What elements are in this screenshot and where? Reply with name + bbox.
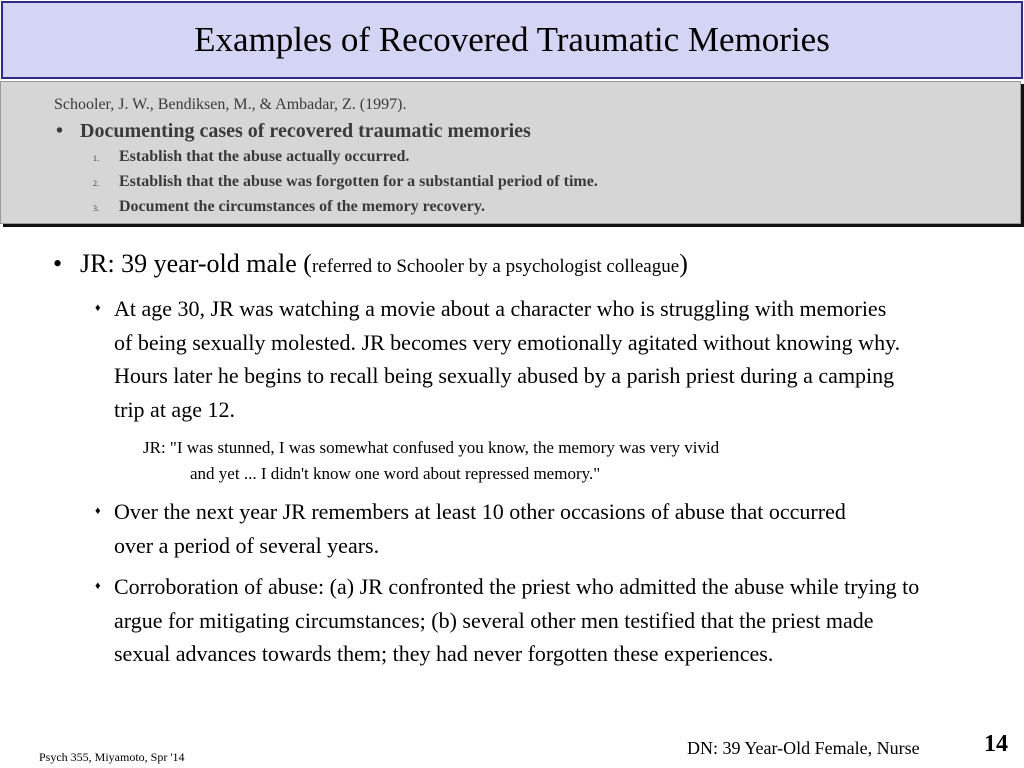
reference-steps [93,148,598,223]
quote-block [143,435,719,487]
case-point [95,292,904,426]
step-number: 1. [93,154,99,163]
bullet-icon: • [56,120,64,142]
bullet-icon: • [53,249,63,278]
step-text: Establish that the abuse was forgotten for a substantial period of time. [119,173,598,190]
case-label [80,249,688,279]
case-close: ) [679,249,688,278]
reference-step [93,198,598,223]
case-point-text: Over the next year JR remembers at least 10 other occasions of abuse that occurred over a period of several years. [114,499,846,558]
diamond-bullet-icon: ♦ [95,505,101,517]
step-number: 2. [93,179,99,188]
next-case-label: DN: 39 Year-Old Female, Nurse [687,738,920,758]
quote-line: and yet ... I didn't know one word about repressed memory." [190,464,601,483]
reference-step [93,173,598,198]
footer-course: Psych 355, Miyamoto, Spr '14 [39,750,185,764]
reference-box [0,81,1021,224]
case-point [95,570,934,671]
case-point-text: Corroboration of abuse: (a) JR confronted the priest who admitted the abuse while trying to argue for mitigating circumstances; (b) several other men testified that the priest made sexual advances towards them; they had never forgotten these experiences. [114,574,920,666]
reference-step [93,148,598,173]
reference-heading [56,120,531,143]
diamond-bullet-icon: ♦ [95,580,101,592]
step-text: Establish that the abuse actually occurred. [119,148,410,165]
reference-heading-text: Documenting cases of recovered traumatic memories [80,120,531,142]
title-bar [1,1,1023,79]
reference-citation: Schooler, J. W., Bendiksen, M., & Ambadar, Z. (1997). [54,96,407,113]
step-text: Document the circumstances of the memory recovery. [119,198,485,215]
case-note: referred to Schooler by a psychologist colleague [311,256,680,277]
case-label-text: JR: 39 year-old male ( [80,249,312,278]
case-point-text: At age 30, JR was watching a movie about a character who is struggling with memories of being sexually molested. JR becomes very emotionally agitated without knowing why. Hours later he begins to recall being sexually abused by a parish priest during a camping trip at age 12. [114,296,901,422]
slide-title: Examples of Recovered Traumatic Memories [194,20,830,59]
case-heading [53,249,688,279]
diamond-bullet-icon: ♦ [95,302,101,314]
page-number: 14 [984,731,1008,757]
step-number: 3. [93,204,99,213]
case-point [95,495,859,562]
quote-line: JR: "I was stunned, I was somewhat confused you know, the memory was very vivid [143,438,720,457]
